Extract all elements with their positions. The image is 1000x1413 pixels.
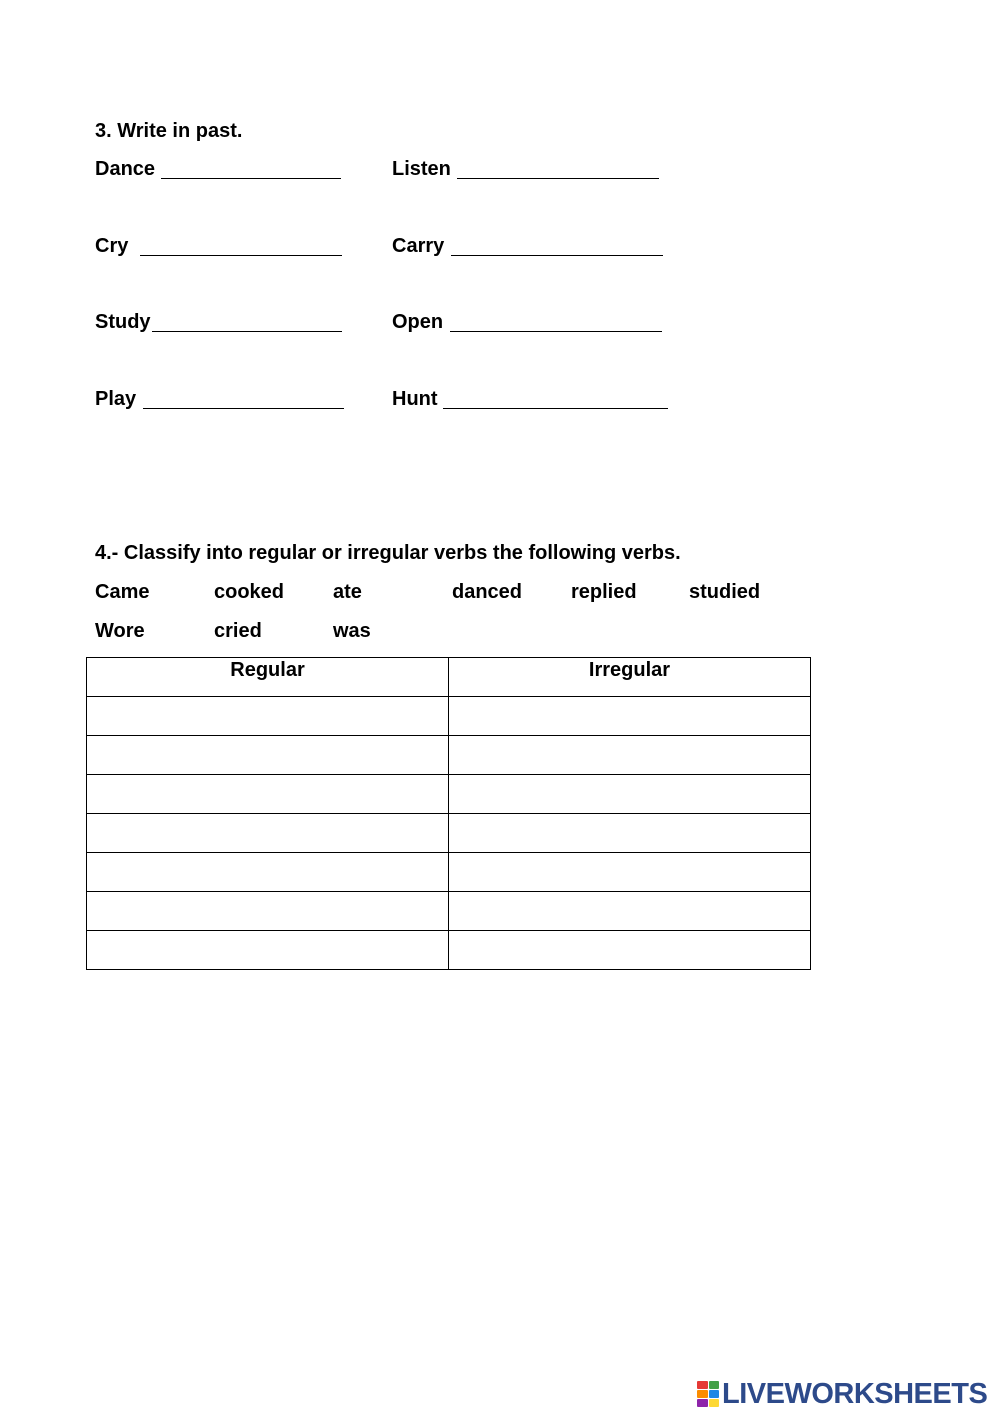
regular-answer-cell[interactable]	[87, 892, 449, 931]
verb-carry: Carry	[392, 235, 445, 257]
verb-dance: Dance	[95, 158, 156, 180]
irregular-answer-cell[interactable]	[449, 853, 811, 892]
column-header-irregular: Irregular	[449, 658, 811, 697]
table-header-row	[87, 658, 811, 697]
verb-hunt: Hunt	[392, 388, 438, 410]
table-row	[87, 931, 811, 970]
answer-blank-open[interactable]	[450, 331, 662, 332]
verb-play: Play	[95, 388, 137, 410]
word-bank-item: danced	[452, 581, 523, 603]
regular-answer-cell[interactable]	[87, 931, 449, 970]
regular-answer-cell[interactable]	[87, 814, 449, 853]
regular-answer-cell[interactable]	[87, 736, 449, 775]
word-bank-item: Came	[95, 581, 150, 603]
answer-blank-carry[interactable]	[451, 255, 663, 256]
verb-study: Study	[95, 311, 151, 333]
verb-open: Open	[392, 311, 444, 333]
word-bank-item: ate	[333, 581, 362, 603]
classification-table	[86, 657, 811, 970]
table-row	[87, 814, 811, 853]
irregular-answer-cell[interactable]	[449, 931, 811, 970]
irregular-answer-cell[interactable]	[449, 697, 811, 736]
table-row	[87, 697, 811, 736]
word-bank-item: Wore	[95, 620, 145, 642]
table-row	[87, 736, 811, 775]
regular-answer-cell[interactable]	[87, 853, 449, 892]
regular-answer-cell[interactable]	[87, 775, 449, 814]
table-row	[87, 775, 811, 814]
answer-blank-cry[interactable]	[140, 255, 342, 256]
word-bank-item: cooked	[214, 581, 285, 603]
logo-wordmark: LIVEWORKSHEETS	[722, 1377, 988, 1410]
answer-blank-play[interactable]	[143, 408, 344, 409]
word-bank-item: studied	[689, 581, 761, 603]
irregular-answer-cell[interactable]	[449, 814, 811, 853]
liveworksheets-logo-icon	[697, 1381, 719, 1407]
table-row	[87, 853, 811, 892]
word-bank-item: was	[333, 620, 371, 642]
section-3-heading: 3. Write in past.	[95, 120, 243, 142]
irregular-answer-cell[interactable]	[449, 775, 811, 814]
answer-blank-dance[interactable]	[161, 178, 341, 179]
regular-answer-cell[interactable]	[87, 697, 449, 736]
column-header-regular: Regular	[87, 658, 449, 697]
answer-blank-study[interactable]	[152, 331, 342, 332]
verb-listen: Listen	[392, 158, 451, 180]
irregular-answer-cell[interactable]	[449, 892, 811, 931]
liveworksheets-logo[interactable]	[697, 1377, 987, 1411]
table-row	[87, 892, 811, 931]
verb-cry: Cry	[95, 235, 129, 257]
word-bank-item: replied	[571, 581, 637, 603]
answer-blank-hunt[interactable]	[443, 408, 668, 409]
section-4-heading: 4.- Classify into regular or irregular verbs the following verbs.	[95, 542, 681, 564]
answer-blank-listen[interactable]	[457, 178, 659, 179]
irregular-answer-cell[interactable]	[449, 736, 811, 775]
word-bank-item: cried	[214, 620, 262, 642]
